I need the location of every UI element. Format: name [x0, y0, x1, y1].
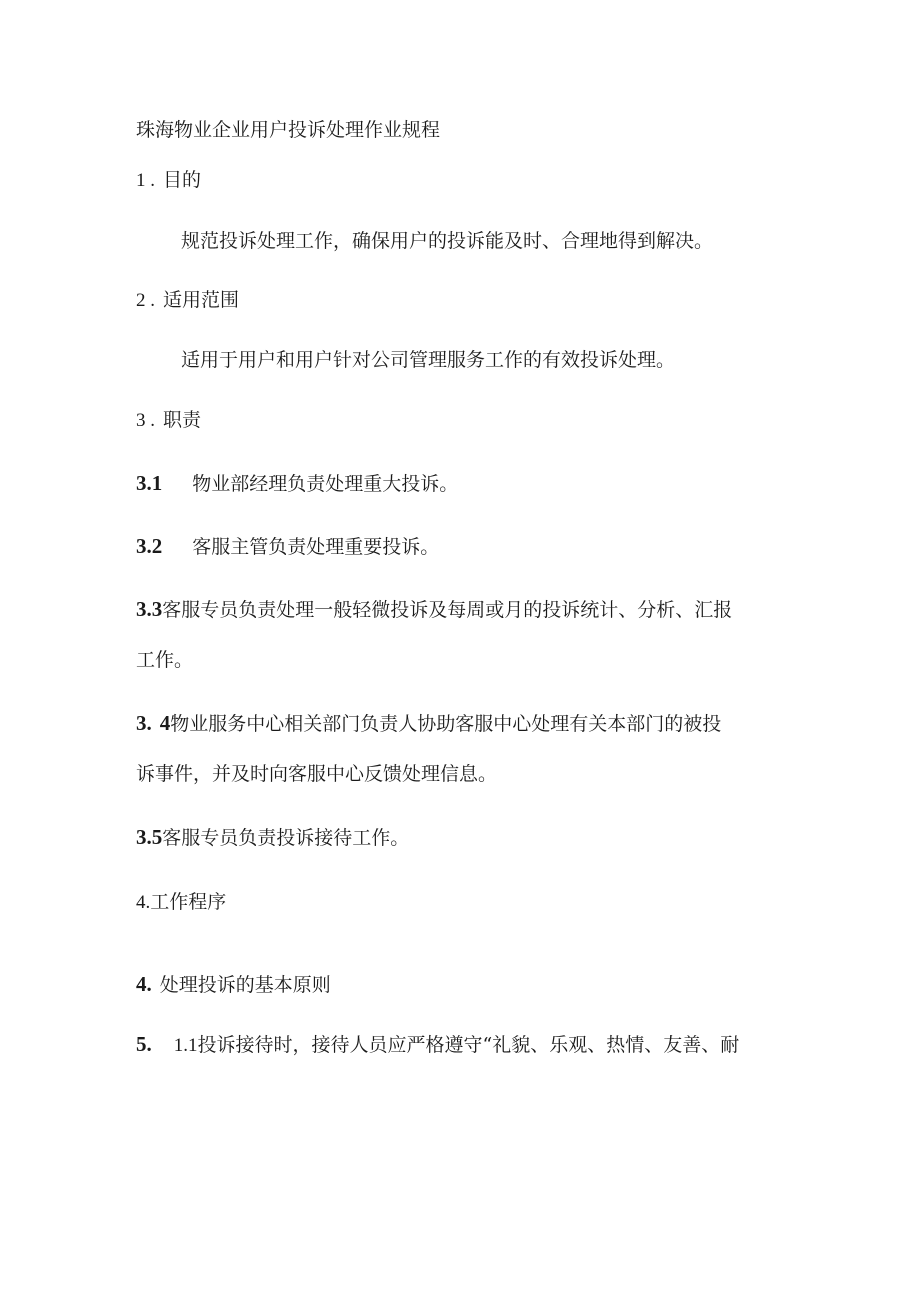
item-text: 客服主管负责处理重要投诉。: [192, 536, 440, 558]
section-4-subheading: [136, 972, 331, 997]
section-number: 1 .: [136, 170, 155, 191]
item-text-continued: 工作。: [136, 649, 194, 671]
item-3-2: [136, 534, 439, 559]
item-text: 客服专员负责处理一般轻微投诉及每周或月的投诉统计、分析、汇报: [162, 599, 733, 621]
item-number: 3.: [136, 711, 152, 735]
item-3-1: [136, 471, 458, 496]
section-title: 适用范围: [163, 289, 240, 311]
section-number: 4.: [136, 972, 152, 996]
section-number: 2 .: [136, 290, 155, 311]
item-subnumber: 1.1: [173, 1035, 198, 1056]
section-4-heading: [136, 890, 226, 915]
item-text: 物业部经理负责处理重大投诉。: [192, 473, 459, 495]
section-number: 4.: [136, 892, 151, 913]
item-number: 3.2: [136, 534, 163, 558]
section-title: 工作程序: [150, 891, 227, 913]
item-3-4-line-2: [136, 762, 497, 786]
section-1-body: [181, 229, 713, 253]
item-3-5: [136, 825, 409, 850]
item-text: 客服专员负责投诉接待工作。: [162, 827, 410, 849]
item-number: 5.: [136, 1032, 152, 1056]
item-text-continued: 诉事件，并及时向客服中心反馈处理信息。: [136, 763, 498, 785]
item-number: 3.5: [136, 825, 163, 849]
item-3-3-line-2: [136, 648, 193, 672]
item-3-4-line-1: [136, 711, 721, 736]
item-number: 3.3: [136, 597, 163, 621]
section-number: 3 .: [136, 410, 155, 431]
item-number: 3.1: [136, 471, 163, 495]
section-3-heading: [136, 408, 201, 433]
item-3-3-line-1: [136, 597, 732, 622]
paragraph-text: 适用于用户和用户针对公司管理服务工作的有效投诉处理。: [181, 349, 676, 371]
item-text: 投诉接待时，接待人员应严格遵守“礼貌、乐观、热情、友善、耐: [197, 1034, 740, 1056]
section-title: 处理投诉的基本原则: [159, 974, 331, 996]
item-number-part: 4: [159, 711, 171, 735]
item-5-1-1: [136, 1032, 739, 1058]
section-2-body: [181, 348, 675, 372]
item-text: 物业服务中心相关部门负责人协助客服中心处理有关本部门的被投: [170, 713, 722, 735]
document-title: [136, 118, 440, 142]
section-1-heading: [136, 168, 201, 193]
title-text: 珠海物业企业用户投诉处理作业规程: [136, 119, 441, 141]
section-title: 目的: [163, 169, 202, 191]
section-title: 职责: [163, 409, 202, 431]
section-2-heading: [136, 288, 239, 313]
paragraph-text: 规范投诉处理工作，确保用户的投诉能及时、合理地得到解决。: [181, 230, 714, 252]
